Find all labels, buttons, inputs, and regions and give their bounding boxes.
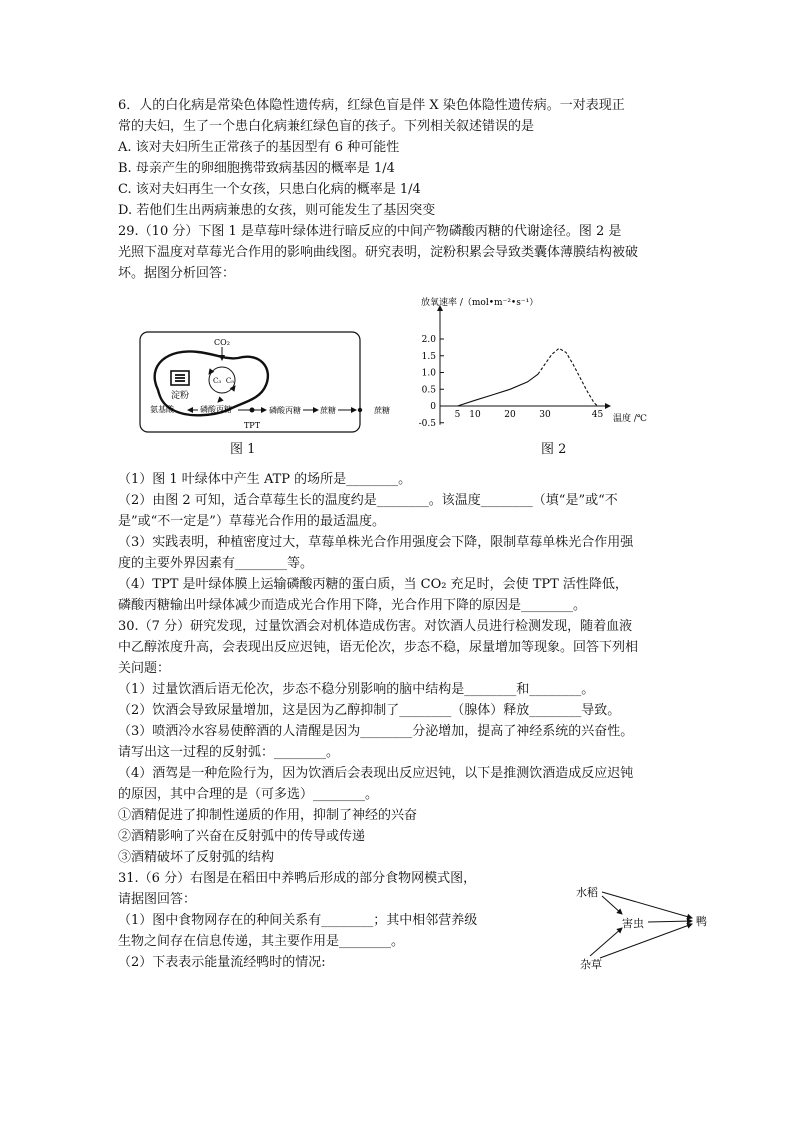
- y-tick-label: 0: [430, 402, 436, 412]
- y-tick-label: 1.5: [421, 351, 436, 362]
- q6-option-a: A. 该对夫妇所生正常孩子的基因型有 6 种可能性: [118, 140, 400, 155]
- q30-stem-line3: 关问题：: [118, 661, 171, 676]
- duck-label: 鸭: [696, 915, 707, 928]
- q31-part1-line2: 生物之间存在信息传递，其主要作用是________。: [118, 934, 405, 949]
- sucrose-in-label: 蔗糖: [320, 406, 336, 415]
- q29-part4-line2: 磷酸丙糖输出叶绿体减少而造成光合作用下降，光合作用下降的原因是________。: [118, 598, 587, 613]
- q30-part3-line2: 请写出这一过程的反射弧：________。: [118, 745, 340, 760]
- triose-phosphate-in-label: 磷酸丙糖: [200, 405, 232, 414]
- series-line-solid: [458, 374, 539, 406]
- y-tick-label: -0.5: [418, 418, 436, 429]
- q30-part1: （1）过量饮酒后语无伦次，步态不稳分别影响的脑中结构是________和________。: [118, 682, 595, 697]
- q31-stem-line1: 31.（6 分）右图是在稻田中养鸭后形成的部分食物网模式图，: [118, 871, 477, 886]
- q6-stem-line1: 6．人的白化病是常染色体隐性遗传病，红绿色盲是伴 X 染色体隐性遗传病。一对表现正: [118, 98, 625, 113]
- series-line-dashed: [538, 348, 598, 406]
- q29-stem-line2: 光照下温度对草莓光合作用的影响曲线图。研究表明，淀粉积累会导致类囊体薄膜结构被破: [118, 245, 639, 260]
- q6-option-b: B. 母亲产生的卵细胞携带致病基因的概率是 1/4: [118, 161, 395, 176]
- q29-part3-line1: （3）实践表明，种植密度过大，草莓单株光合作用强度会下降，限制草莓单株光合作用强: [118, 535, 634, 550]
- rice-to-duck-arrow: [602, 892, 692, 918]
- tpt-label: TPT: [243, 421, 261, 430]
- weed-label: 杂草: [580, 958, 602, 971]
- tpt-transporter: [250, 408, 255, 413]
- x-tick-label: 45: [591, 410, 604, 420]
- rice-label: 水稻: [576, 886, 598, 899]
- q30-option-3: ③酒精破坏了反射弧的结构: [118, 850, 275, 865]
- y-tick-label: 1.0: [421, 368, 436, 379]
- c3-label: C₃: [213, 377, 222, 385]
- q30-stem-line1: 30.（7 分）研究发现，过量饮酒会对机体造成伤害。对饮酒人员进行检测发现，随着血液: [118, 619, 633, 634]
- amino-acid-label: 氨基酸: [150, 405, 174, 414]
- figure-2-caption: 图 2: [541, 442, 567, 457]
- pest-label: 害虫: [622, 917, 644, 930]
- x-tick-label: 20: [504, 410, 516, 420]
- q30-stem-line2: 中乙醇浓度升高，会表现出反应迟钝，语无伦次，步态不稳，尿量增加等现象。回答下列相: [118, 640, 639, 655]
- q31-part1-line1: （1）图中食物网存在的种间关系有________；其中相邻营养级: [118, 913, 478, 928]
- q30-part3-line1: （3）喷洒冷水容易使醉酒的人清醒是因为________分泌增加，提高了神经系统的兴奋性。: [118, 724, 634, 739]
- x-tick-label: 30: [539, 410, 551, 420]
- weed-to-duck-arrow: [600, 924, 692, 958]
- q6-option-d: D. 若他们生出两病兼患的女孩，则可能发生了基因突变: [118, 203, 436, 218]
- food-web-diagram: [570, 880, 720, 975]
- q29-part2-line2: 是”或“不一定是”）草莓光合作用的最适温度。: [118, 514, 385, 529]
- q30-option-1: ①酒精促进了抑制性递质的作用，抑制了神经的兴奋: [118, 808, 418, 823]
- rice-to-pest-arrow: [602, 896, 622, 914]
- q30-option-2: ②酒精影响了兴奋在反射弧中的传导或传递: [118, 829, 366, 844]
- pest-to-duck-arrow: [648, 921, 692, 922]
- sucrose-out-label: 蔗糖: [374, 406, 390, 415]
- chart-ylabel: 放氧速率 /（mol•m⁻²•s⁻¹）: [421, 298, 539, 308]
- starch-icon: [171, 371, 189, 385]
- q6-stem-line2: 常的夫妇，生了一个患白化病兼红绿色盲的孩子。下列相关叙述错误的是: [118, 119, 535, 134]
- q29-part3-line2: 度的主要外界因素有________等。: [118, 556, 314, 571]
- figure-2-chart: [405, 290, 655, 440]
- q31-stem-line2: 请据图回答：: [118, 892, 197, 907]
- c5-label: C₅: [225, 377, 235, 385]
- q29-part1: （1）图 1 叶绿体中产生 ATP 的场所是________。: [118, 472, 412, 487]
- chart-xlabel: 温度 /℃: [613, 414, 647, 424]
- q29-part4-line1: （4）TPT 是叶绿体膜上运输磷酸丙糖的蛋白质，当 CO₂ 充足时，会使 TPT 活性降低，: [118, 577, 628, 592]
- x-tick-label: 5: [454, 410, 461, 420]
- sucrose-out-wrap: [362, 402, 402, 417]
- q30-part2: （2）饮酒会导致尿量增加，这是因为乙醇抑制了________（腺体）释放________导致。: [118, 703, 621, 718]
- y-tick-label: 2.0: [421, 335, 436, 345]
- q30-part4-line2: 的原因，其中合理的是（可多选）________。: [118, 787, 379, 802]
- q30-part4-line1: （4）酒驾是一种危险行为，因为饮酒后会表现出反应迟钝，以下是推测饮酒造成反应迟钝: [118, 766, 634, 781]
- x-tick-label: 10: [469, 410, 481, 420]
- q29-part2-line1: （2）由图 2 可知，适合草莓生长的温度约是________。该温度________（填“是”或“不: [118, 493, 618, 508]
- figure-1-caption: 图 1: [230, 442, 256, 457]
- q6-option-c: C. 该对夫妇再生一个女孩，只患白化病的概率是 1/4: [118, 182, 421, 197]
- co2-label: CO₂: [214, 338, 230, 347]
- triose-phosphate-out-label: 磷酸丙糖: [269, 406, 301, 415]
- y-tick-label: 0.5: [421, 385, 436, 396]
- q29-stem-line1: 29.（10 分）下图 1 是草莓叶绿体进行暗反应的中间产物磷酸丙糖的代谢途径。图 2 是: [118, 224, 622, 239]
- q31-part2: （2）下表表示能量流经鸭时的情况:: [118, 955, 326, 970]
- starch-label: 淀粉: [170, 391, 190, 401]
- q29-stem-line3: 坏。据图分析回答：: [118, 266, 236, 281]
